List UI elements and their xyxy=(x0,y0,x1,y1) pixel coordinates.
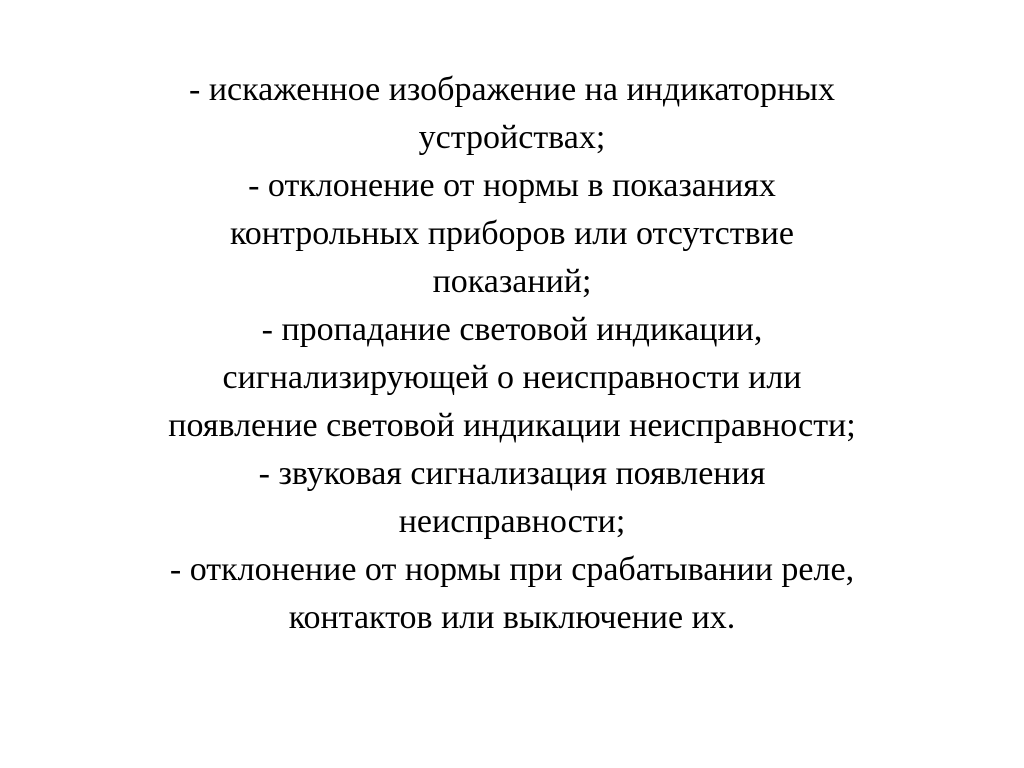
text-line-3: - отклонение от нормы в показаниях xyxy=(248,167,776,204)
slide-text-block xyxy=(40,66,984,642)
text-line-9: - звуковая сигнализация появления xyxy=(258,455,766,492)
text-line-4: контрольных приборов или отсутствие xyxy=(230,215,794,252)
text-line-10: неисправности; xyxy=(398,503,626,540)
text-line-5: показаний; xyxy=(432,263,592,300)
text-line-7: сигнализирующей о неисправности или xyxy=(222,359,802,396)
text-line-8: появление световой индикации неисправности; xyxy=(168,407,856,444)
text-line-2: устройствах; xyxy=(418,119,606,156)
text-line-1: - искаженное изображение на индикаторных xyxy=(189,71,835,108)
text-line-6: - пропадание световой индикации, xyxy=(261,311,763,348)
text-line-12: контактов или выключение их. xyxy=(288,599,736,636)
text-line-11: - отклонение от нормы при срабатывании реле, xyxy=(169,551,855,588)
